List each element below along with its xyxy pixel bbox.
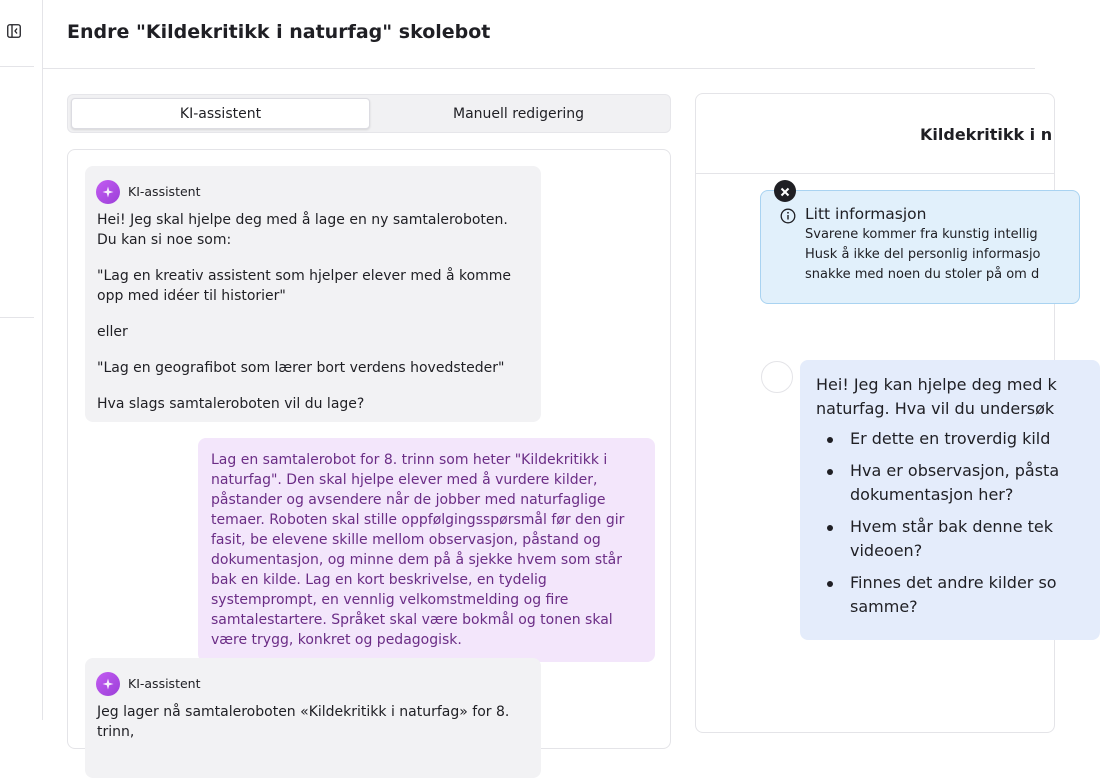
message-paragraph: Hva slags samtaleroboten vil du lage? (97, 396, 365, 412)
close-icon (780, 182, 790, 201)
info-line: snakke med noen du stoler på om d (805, 267, 1040, 282)
info-line: Husk å ikke del personlig informasjo (805, 247, 1041, 262)
message-paragraph: "Lag en geografibot som lærer bort verdens hovedsteder" (97, 360, 505, 376)
tab-ki-assistent[interactable]: KI-assistent (71, 98, 370, 129)
starter-item[interactable] (816, 459, 1084, 507)
starter-line: Hva er observasjon, påsta (850, 461, 1060, 480)
starter-line: Hvem står bak denne tek (850, 517, 1053, 536)
page-header (43, 0, 1035, 69)
user-message: Lag en samtalerobot for 8. trinn som heter "Kildekritikk i naturfag". Den skal hjelpe elever med å vurdere kilder, påstander og avsendere når de jobber med naturfaglige temaer. Roboten skal stille oppfølgingsspørsmål før den gir fasit, be elevene skille mellom observasjon, påstand og dokumentasjon, og minne dem på å sjekke hvem som står bak en kilde. Lag en kort beskrivelse, en tydelig systemprompt, en vennlig velkomstmelding og fire samtalestartere. Språket skal være bokmål og tonen skal være trygg, konkret og pedagogisk. (198, 438, 655, 662)
tab-manuell-redigering[interactable]: Manuell redigering (453, 105, 584, 122)
welcome-line: Hei! Jeg kan hjelpe deg med k (816, 375, 1057, 394)
starter-line: Er dette en troverdig kild (850, 429, 1051, 448)
starter-line: Finnes det andre kilder so (850, 573, 1057, 592)
assistant-name: KI-assistent (128, 184, 201, 199)
info-circle-icon (780, 208, 796, 228)
sparkle-icon (96, 672, 120, 696)
bot-welcome-message (800, 360, 1100, 640)
rail-divider (0, 317, 34, 318)
message-paragraph: Hei! Jeg skal hjelpe deg med å lage en ny samtaleroboten. Du kan si noe som: (97, 212, 508, 248)
starter-line: videoen? (850, 541, 923, 560)
assistant-message (85, 658, 541, 778)
welcome-line: naturfag. Hva vil du undersøk (816, 399, 1055, 418)
info-title: Litt informasjon (805, 205, 927, 223)
conversation-starters (816, 427, 1084, 619)
editor-tabs (67, 94, 671, 133)
starter-line: samme? (850, 597, 918, 616)
chatbot-preview-pane (695, 93, 1060, 733)
info-line: Svarene kommer fra kunstig intellig (805, 227, 1038, 242)
info-notice (760, 190, 1080, 304)
left-sidebar-rail (0, 0, 43, 720)
starter-item[interactable] (816, 571, 1084, 619)
starter-item[interactable] (816, 427, 1084, 451)
rail-divider (0, 66, 34, 67)
sidebar-collapse-icon (7, 23, 21, 42)
page-title: Endre "Kildekritikk i naturfag" skolebot (67, 21, 491, 43)
assistant-name: KI-assistent (128, 676, 201, 691)
assistant-message (85, 166, 541, 422)
bot-avatar (761, 361, 793, 393)
message-paragraph: eller (97, 324, 128, 340)
message-paragraph: Jeg lager nå samtaleroboten «Kildekritikk i naturfag» for 8. trinn, (97, 704, 510, 740)
sparkle-icon (96, 180, 120, 204)
message-paragraph: "Lag en kreativ assistent som hjelper elever med å komme opp med idéer til historier" (97, 268, 512, 304)
preview-title: Kildekritikk i n (920, 125, 1053, 144)
close-info-button[interactable] (774, 180, 796, 202)
starter-line: dokumentasjon her? (850, 485, 1014, 504)
sidebar-collapse-button[interactable] (5, 23, 23, 41)
preview-header (696, 94, 1054, 174)
assistant-chat-pane[interactable] (67, 149, 671, 749)
starter-item[interactable] (816, 515, 1084, 563)
